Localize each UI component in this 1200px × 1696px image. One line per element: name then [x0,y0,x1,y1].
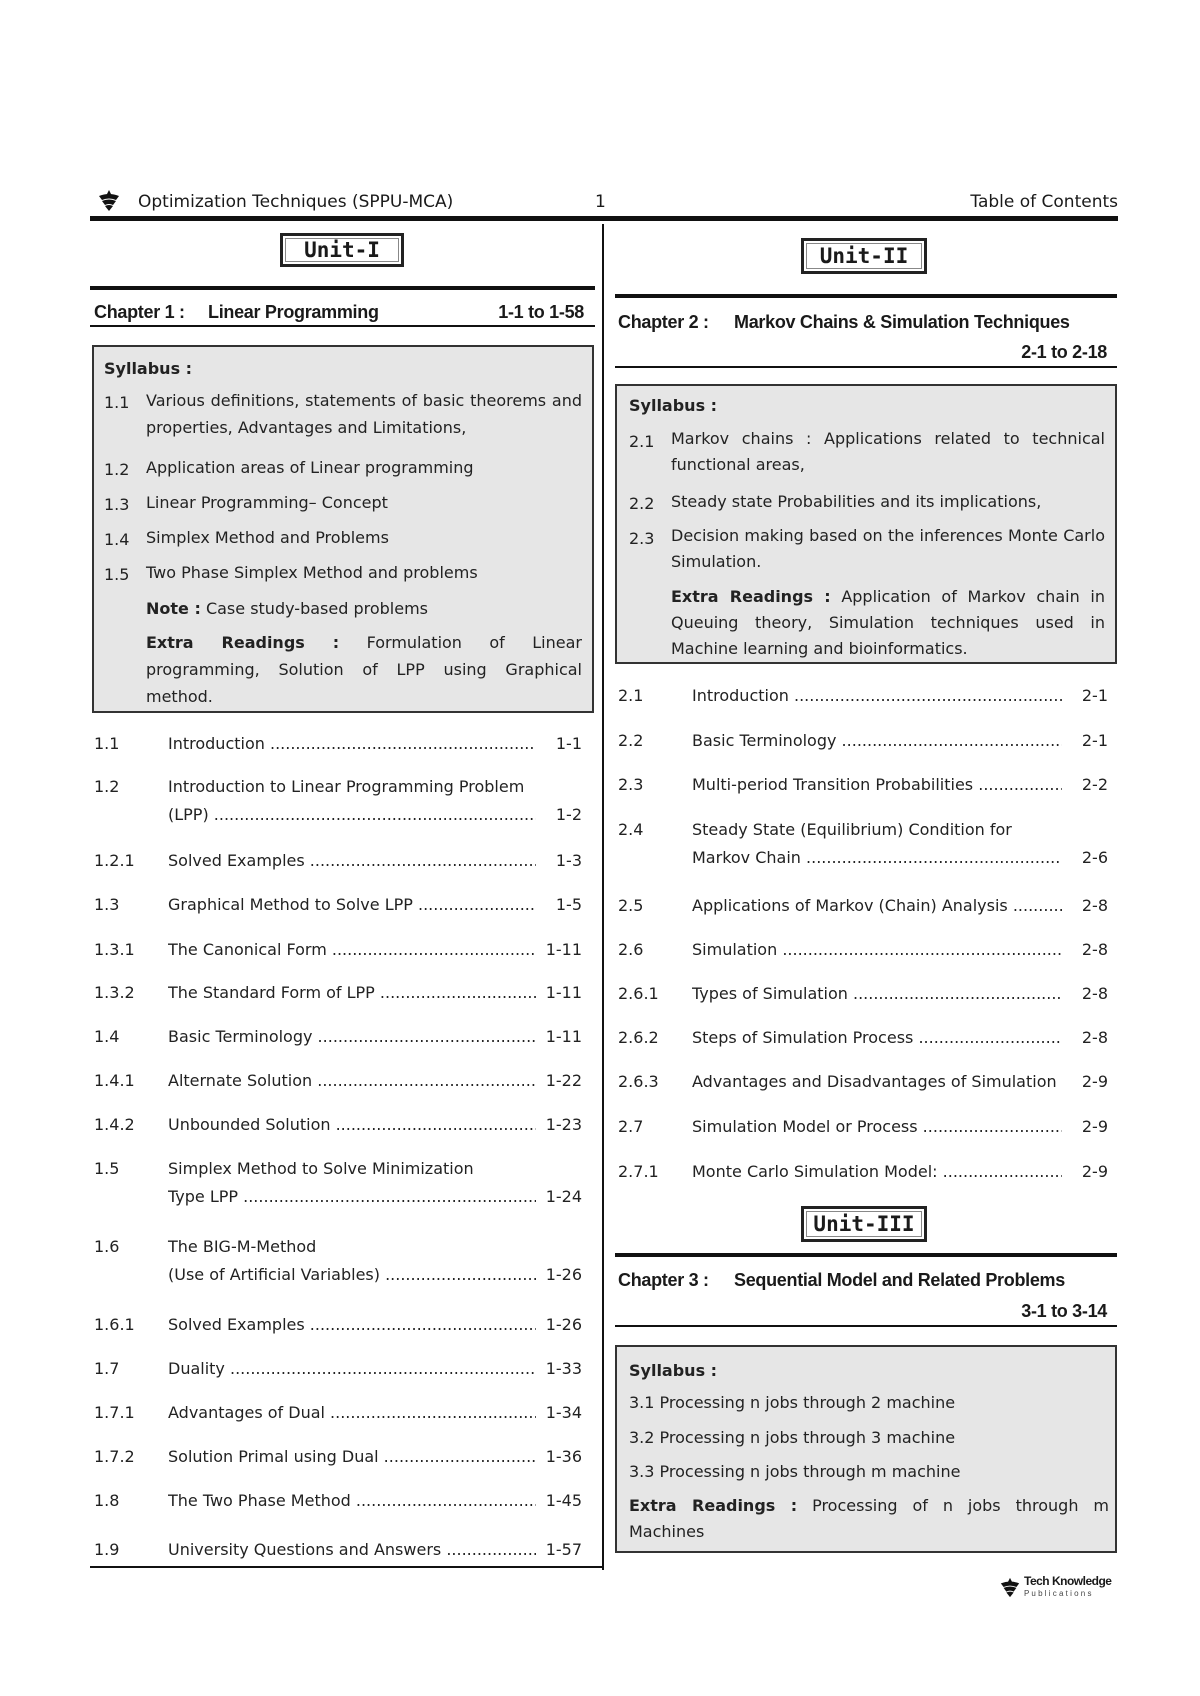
extra-readings-text: Application of Markov chain in Queuing theory, Simulation techniques used in Machine learning and bioinformatics. [671,587,1105,658]
toc-entry[interactable] [94,1115,582,1139]
extra-readings-text: Processing of n jobs through m Machines [629,1496,1109,1541]
toc-entry-page: 1-2 [536,805,582,824]
toc-entry-title: Type LPP ..... [168,1187,538,1206]
chapter-3-title: Sequential Model and Related Problems [734,1270,1065,1290]
toc-entry-number: 1.4.2 [94,1115,135,1134]
toc-entry[interactable] [94,1315,582,1339]
toc-entry[interactable] [618,1028,1108,1052]
syllabus-item-text: 3.2 Processing n jobs through 3 machine [629,1428,956,1447]
syllabus-item-num: 2.1 [629,432,655,451]
chapter-1-heading [94,302,592,323]
chapter-1-top-rule [90,286,595,290]
syllabus-title: Syllabus : [629,396,718,415]
toc-entry-number: 2.3 [618,775,644,794]
publisher-subtitle: P u b l i c a t i o n s [1024,1589,1092,1598]
section-title: Table of Contents [970,192,1118,212]
unit-3-label: Unit-III [801,1206,927,1242]
toc-entry-page: 1-5 [536,895,582,914]
toc-entry-title: Basic Terminology ..... [168,1027,538,1046]
syllabus-item-text: Simplex Method and Problems [146,528,389,547]
toc-entry-number: 2.7.1 [618,1162,659,1181]
syllabus-item-text: 3.3 Processing n jobs through m machine [629,1462,961,1481]
toc-entry-page: 2-9 [1062,1072,1108,1091]
toc-entry-title: Advantages and Disadvantages of Simulation ..... [692,1072,1064,1091]
toc-entry-number: 1.4 [94,1027,120,1046]
syllabus-extra-readings [146,629,582,710]
chapter-2-title: Markov Chains & Simulation Techniques [734,312,1070,332]
toc-entry-title-line1: The BIG-M-Method [168,1237,317,1256]
chapter-1-title: Linear Programming [208,302,379,322]
syllabus-item-text: Decision making based on the inferences Monte Carlo Simulation. [671,526,1105,571]
toc-entry-number: 1.3.2 [94,983,135,1002]
page-header [90,186,1118,216]
toc-entry[interactable] [94,1540,582,1564]
toc-entry-number: 2.6 [618,940,644,959]
toc-entry[interactable] [94,1447,582,1471]
toc-entry-number: 1.6.1 [94,1315,135,1334]
toc-entry[interactable] [94,1159,582,1211]
toc-entry-title: Multi-period Transition Probabilities ..... [692,775,1064,794]
column-divider [602,224,604,1570]
toc-entry-page: 2-8 [1062,896,1108,915]
syllabus-item-text: Linear Programming– Concept [146,493,388,512]
toc-entry-title: Simulation ..... [692,940,1064,959]
syllabus-title: Syllabus : [104,359,193,378]
toc-entry-page: 2-2 [1062,775,1108,794]
syllabus-item-num: 1.4 [104,530,130,549]
syllabus-box-unit-3 [615,1345,1117,1553]
chapter-2-heading [618,312,1112,333]
toc-entry-title: Solved Examples ..... [168,1315,538,1334]
extra-readings-label: Extra Readings : [146,633,340,652]
toc-entry-title: Monte Carlo Simulation Model: ..... [692,1162,1064,1181]
toc-entry[interactable] [94,1491,582,1515]
toc-entry-number: 1.6 [94,1237,120,1256]
toc-entry[interactable] [618,896,1108,920]
toc-entry-page: 2-8 [1062,984,1108,1003]
toc-entry-page: 1-1 [536,734,582,753]
toc-entry-page: 1-23 [536,1115,582,1134]
syllabus-extra-readings [671,584,1105,662]
toc-entry-number: 2.6.1 [618,984,659,1003]
unit-1-label: Unit-I [280,233,404,267]
toc-entry[interactable] [618,775,1108,799]
page-number: 1 [595,192,606,212]
syllabus-note [146,595,582,622]
toc-entry[interactable] [618,984,1108,1008]
toc-entry-page: 1-45 [536,1491,582,1510]
note-label: Note : [146,599,201,618]
toc-entry-title: Markov Chain ..... [692,848,1064,867]
toc-entry-number: 1.7.2 [94,1447,135,1466]
chapter-3-prefix: Chapter 3 : [618,1270,709,1290]
toc-entry-number: 1.1 [94,734,120,753]
toc-entry-title: Applications of Markov (Chain) Analysis ..... [692,896,1064,915]
syllabus-item-num: 1.2 [104,460,130,479]
toc-entry-number: 2.4 [618,820,644,839]
toc-entry-title: Steps of Simulation Process ..... [692,1028,1064,1047]
syllabus-item-text: Application areas of Linear programming [146,458,474,477]
toc-entry-page: 2-6 [1062,848,1108,867]
toc-entry[interactable] [94,1027,582,1051]
toc-entry-page: 1-24 [536,1187,582,1206]
toc-entry-number: 1.7 [94,1359,120,1378]
toc-entry[interactable] [94,777,582,829]
toc-entry-number: 1.3.1 [94,940,135,959]
book-title: Optimization Techniques (SPPU-MCA) [138,192,454,212]
toc-entry-title: Solution Primal using Dual ..... [168,1447,538,1466]
toc-entry[interactable] [618,1162,1108,1186]
toc-entry[interactable] [94,983,582,1007]
toc-entry-title: The Two Phase Method ..... [168,1491,538,1510]
chapter-3-top-rule [615,1253,1117,1257]
toc-entry-number: 2.1 [618,686,644,705]
toc-entry-page: 1-22 [536,1071,582,1090]
toc-entry-number: 1.3 [94,895,120,914]
toc-entry-page: 1-11 [536,940,582,959]
toc-entry[interactable] [94,1403,582,1427]
toc-entry-title: Advantages of Dual ..... [168,1403,538,1422]
chapter-2-prefix: Chapter 2 : [618,312,709,332]
toc-entry-page: 1-3 [536,851,582,870]
publisher-name: Tech Knowledge [1024,1574,1112,1588]
toc-entry[interactable] [94,1359,582,1383]
toc-entry-title: Introduction ..... [168,734,538,753]
syllabus-item-text: Two Phase Simplex Method and problems [146,563,478,582]
syllabus-item-num: 1.3 [104,495,130,514]
toc-entry[interactable] [618,940,1108,964]
footer-publisher-logo [998,1574,1118,1604]
toc-entry-title: (LPP) ..... [168,805,538,824]
chapter-2-top-rule [615,294,1117,298]
toc-entry[interactable] [618,686,1108,710]
extra-readings-label: Extra Readings : [671,587,831,606]
toc-entry[interactable] [618,820,1108,872]
toc-entry-number: 2.5 [618,896,644,915]
toc-entry-title: Basic Terminology ..... [692,731,1064,750]
chapter-1-prefix: Chapter 1 : [94,302,185,322]
toc-entry-number: 1.5 [94,1159,120,1178]
toc-entry-title-line1: Simplex Method to Solve Minimization [168,1159,474,1178]
chapter-3-heading [618,1270,1112,1291]
toc-entry-number: 2.6.2 [618,1028,659,1047]
toc-entry-page: 1-34 [536,1403,582,1422]
toc-entry-page: 1-26 [536,1315,582,1334]
chapter-1-bottom-rule [90,325,595,327]
toc-entry-page: 2-8 [1062,940,1108,959]
chapter-2-bottom-rule [615,366,1117,368]
extra-readings-text: Formulation of Linear programming, Solution of LPP using Graphical method. [146,633,582,706]
toc-entry-number: 1.9 [94,1540,120,1559]
toc-entry-number: 1.4.1 [94,1071,135,1090]
toc-entry-title: Types of Simulation ..... [692,984,1064,1003]
extra-readings-label: Extra Readings : [629,1496,798,1515]
syllabus-item-text: Various definitions, statements of basic theorems and properties, Advantages and Limitations, [146,391,582,437]
chapter-3-bottom-rule [615,1325,1117,1327]
toc-entry-title: Alternate Solution ..... [168,1071,538,1090]
toc-entry-title: Introduction ..... [692,686,1064,705]
toc-entry[interactable] [94,734,582,758]
syllabus-item-num: 1.1 [104,393,130,412]
toc-entry-number: 1.2 [94,777,120,796]
toc-entry-page: 2-9 [1062,1117,1108,1136]
syllabus-item-text: 3.1 Processing n jobs through 2 machine [629,1393,956,1412]
syllabus-item-text: Steady state Probabilities and its implications, [671,492,1042,511]
header-rule [90,216,1118,221]
toc-entry-title: (Use of Artificial Variables) ..... [168,1265,538,1284]
syllabus-item-num: 1.5 [104,565,130,584]
toc-entry-number: 2.2 [618,731,644,750]
toc-entry[interactable] [618,1072,1108,1096]
chapter-2-pages: 2-1 to 2-18 [1021,342,1107,362]
syllabus-extra-readings [629,1493,1109,1545]
toc-entry-page: 1-11 [536,983,582,1002]
toc-entry-number: 1.7.1 [94,1403,135,1422]
toc-entry-page: 1-57 [536,1540,582,1559]
toc-entry-title: Duality ..... [168,1359,538,1378]
syllabus-box-unit-2 [615,384,1117,664]
toc-entry[interactable] [618,1117,1108,1141]
toc-entry-number: 2.7 [618,1117,644,1136]
toc-entry-page: 1-36 [536,1447,582,1466]
toc-entry-page: 2-8 [1062,1028,1108,1047]
toc-entry[interactable] [94,940,582,964]
toc-entry-page: 1-33 [536,1359,582,1378]
syllabus-title: Syllabus : [629,1361,718,1380]
toc-entry[interactable] [94,1071,582,1095]
toc-entry[interactable] [618,731,1108,755]
chapter-3-pages: 3-1 to 3-14 [1021,1301,1107,1321]
unit-2-label: Unit-II [801,238,927,274]
toc-entry-number: 1.8 [94,1491,120,1510]
syllabus-box-unit-1 [92,345,594,713]
toc-entry-title: Unbounded Solution ..... [168,1115,538,1134]
note-text: Case study-based problems [205,599,428,618]
toc-entry-page: 1-26 [536,1265,582,1284]
toc-entry-page: 1-11 [536,1027,582,1046]
toc-entry-page: 2-1 [1062,731,1108,750]
toc-entry[interactable] [94,895,582,919]
syllabus-item-num: 2.3 [629,529,655,548]
toc-entry-number: 2.6.3 [618,1072,659,1091]
toc-entry[interactable] [94,851,582,875]
toc-entry-title: The Standard Form of LPP ..... [168,983,538,1002]
toc-entry-title-line1: Introduction to Linear Programming Problem [168,777,525,796]
toc-entry-page: 2-1 [1062,686,1108,705]
toc-entry-title: Solved Examples ..... [168,851,538,870]
syllabus-item-num: 2.2 [629,494,655,513]
toc-entry-title: University Questions and Answers ..... [168,1540,538,1559]
chapter-1-pages: 1-1 to 1-58 [498,302,584,322]
toc-entry[interactable] [94,1237,582,1289]
publisher-logo-icon [998,1576,1022,1598]
toc-entry-title-line1: Steady State (Equilibrium) Condition for [692,820,1012,839]
syllabus-item-text: Markov chains : Applications related to technical functional areas, [671,429,1105,474]
publisher-logo-icon [96,188,122,212]
toc-entry-number: 1.2.1 [94,851,135,870]
toc-entry-title: Simulation Model or Process ..... [692,1117,1064,1136]
toc-entry-title: The Canonical Form ..... [168,940,538,959]
toc-entry-page: 2-9 [1062,1162,1108,1181]
toc-entry-title: Graphical Method to Solve LPP ..... [168,895,538,914]
left-column-bottom-rule [90,1566,602,1568]
